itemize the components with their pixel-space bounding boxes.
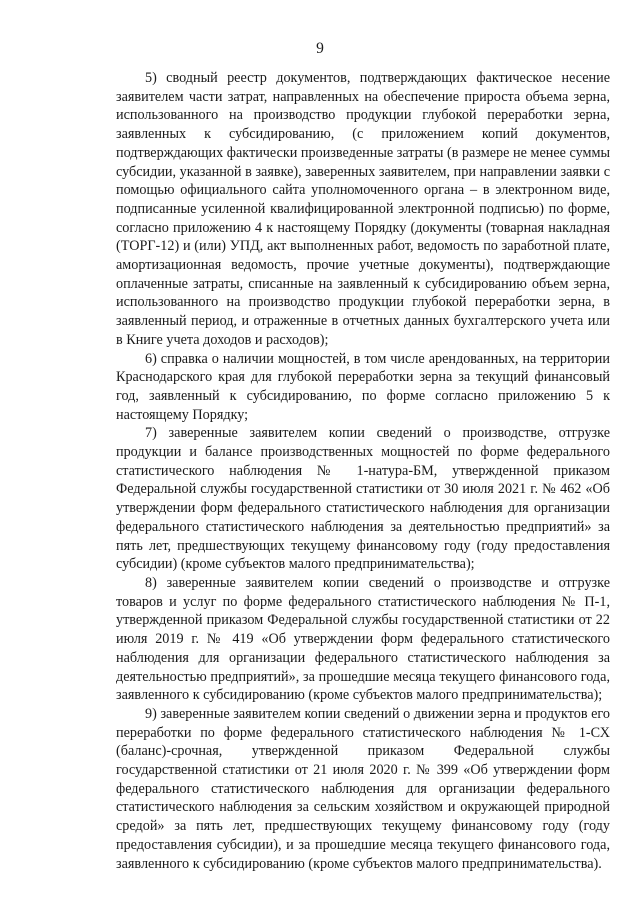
paragraph-item-9: 9) заверенные заявителем копии сведений о движении зерна и продуктов его переработки по форме федерального статистического наблюдения № 1-СХ (баланс)-срочная, утвержденной приказом Федеральной службы государственной статистики от 21 июля 2020 г. № 399 «Об утверждении форм федерального статистического наблюдения для организации федерального статистического наблюдения за сельским хозяйством и окружающей природной средой» за пять лет, предшествующих текущему финансовому году (году предоставления субсидии), и за прошедшие месяца текущего финансового года, заявленного к субсидированию (кроме субъектов малого предпринимательства). [116,705,610,872]
paragraph-item-7: 7) заверенные заявителем копии сведений о производстве, отгрузке продукции и балансе производственных мощностей по форме федерального статистического наблюдения № 1-натура-БМ, утвержденной приказом Федеральной службы государственной статистики от 30 июля 2021 г. № 462 «Об утверждении форм федерального статистического наблюдения для организации федерального статистического наблюдения за деятельностью предприятий» за пять лет, предшествующих текущему финансовому году (году предоставления субсидии) (кроме субъектов малого предпринимательства); [116,425,610,573]
paragraph-item-5: 5) сводный реестр документов, подтверждающих фактическое несение заявителем части затрат, направленных на обеспечение прироста объема зерна, использованного на производство продукции глубокой переработки зерна, заявленных к субсидированию, (с приложением копий документов, подтверждающих фактически произведенные затраты (в размере не менее суммы субсидии, указанной в заявке), заверенных заявителем, при направлении заявки с помощью официального сайта уполномоченного органа – в электронном виде, подписанные усиленной квалифицированной электронной подписью) по форме, согласно приложению 4 к настоящему Порядку (документы (товарная накладная (ТОРГ-12) и (или) УПД, акт выполненных работ, ведомость по заработной плате, амортизационная ведомость, прочие учетные документы), подтверждающие оплаченные затраты, списанные на заявленный к субсидированию объем зерна, использованного на производство продукции глубокой переработки зерна, в заявленный период, и отраженные в отчетных данных бухгалтерского учета или в Книге учета доходов и расходов); [116,70,610,348]
page-number: 9 [316,40,324,57]
paragraph-item-6: 6) справка о наличии мощностей, в том числе арендованных, на территории Краснодарского края для глубокой переработки зерна за текущий финансовый год, заявленный к субсидированию, по форме согласно приложению 5 к настоящему Порядку; [116,350,610,423]
document-body [116,69,610,873]
paragraph-item-8: 8) заверенные заявителем копии сведений о производстве и отгрузке товаров и услуг по форме федерального статистического наблюдения № П-1, утвержденной приказом Федеральной службы государственной статистики от 22 июля 2019 г. № 419 «Об утверждении форм федерального статистического наблюдения для организации федерального статистического наблюдения за деятельностью предприятий», за прошедшие месяца текущего финансового года, заявленного к субсидированию (кроме субъектов малого предпринимательства); [116,574,610,704]
